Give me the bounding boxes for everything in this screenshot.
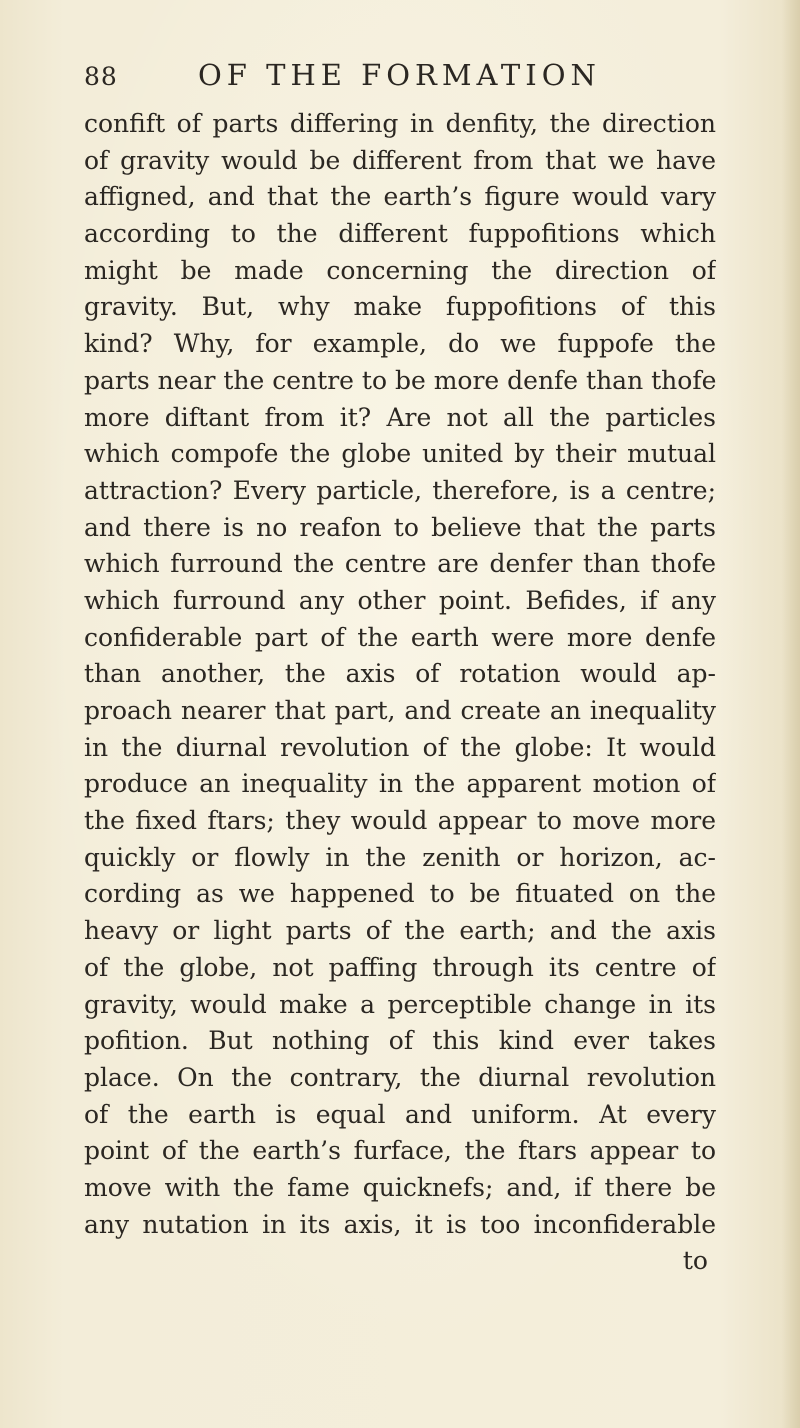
- page-number: 88: [84, 62, 118, 91]
- text-line: place. On the contrary, the diurnal revolution: [84, 1062, 716, 1092]
- text-line: according to the different fuppofitions which: [84, 219, 716, 249]
- text-line: might be made concerning the direction of: [84, 255, 716, 285]
- text-line: parts near the centre to be more denfe than thofe: [84, 365, 716, 395]
- text-line: attraction? Every particle, therefore, is a centre;: [84, 475, 716, 505]
- page-header: [84, 52, 724, 102]
- text-line: which furround the centre are denfer than thofe: [84, 549, 716, 579]
- text-line: of the globe, not paffing through its centre of: [84, 952, 716, 982]
- text-line: proach nearer that part, and create an inequality: [84, 696, 716, 725]
- text-line: quickly or flowly in the zenith or horizon, ac-: [84, 842, 716, 872]
- catchword: to: [682, 1246, 708, 1276]
- text-line: of the earth is equal and uniform. At every: [84, 1099, 716, 1129]
- text-line: cording as we happened to be fituated on the: [84, 879, 716, 909]
- text-line: pofition. But nothing of this kind ever takes: [84, 1026, 716, 1056]
- text-line: which furround any other point. Befides, if any: [84, 585, 716, 615]
- text-line: point of the earth’s furface, the ftars appear to: [84, 1136, 716, 1166]
- text-line: gravity. But, why make fuppofitions of this: [84, 292, 716, 322]
- text-line: move with the fame quicknefs; and, if there be: [84, 1172, 716, 1202]
- running-head: OF THE FORMATION: [198, 58, 601, 92]
- text-line: any nutation in its axis, it is too inconfiderable: [84, 1209, 716, 1239]
- text-line: confiderable part of the earth were more denfe: [84, 622, 716, 652]
- page-edge-shadow: [782, 0, 800, 1428]
- text-line: which compofe the globe united by their mutual: [84, 439, 716, 469]
- text-line: produce an inequality in the apparent motion of: [84, 769, 716, 799]
- text-line: confift of parts differing in denfity, the direction: [84, 109, 716, 138]
- text-line: of gravity would be different from that we have: [84, 145, 716, 175]
- text-line: than another, the axis of rotation would ap-: [84, 659, 716, 689]
- text-line: gravity, would make a perceptible change in its: [84, 989, 716, 1019]
- text-line: heavy or light parts of the earth; and the axis: [84, 916, 716, 946]
- text-line: the fixed ftars; they would appear to move more: [84, 806, 716, 836]
- text-line: more diftant from it? Are not all the particles: [84, 402, 716, 432]
- text-line: in the diurnal revolution of the globe: It would: [84, 732, 716, 762]
- text-line: kind? Why, for example, do we fuppofe the: [84, 329, 716, 359]
- text-line: and there is no reafon to believe that the parts: [84, 512, 716, 542]
- body-text: [84, 106, 716, 1280]
- text-line: affigned, and that the earth’s figure would vary: [84, 182, 716, 212]
